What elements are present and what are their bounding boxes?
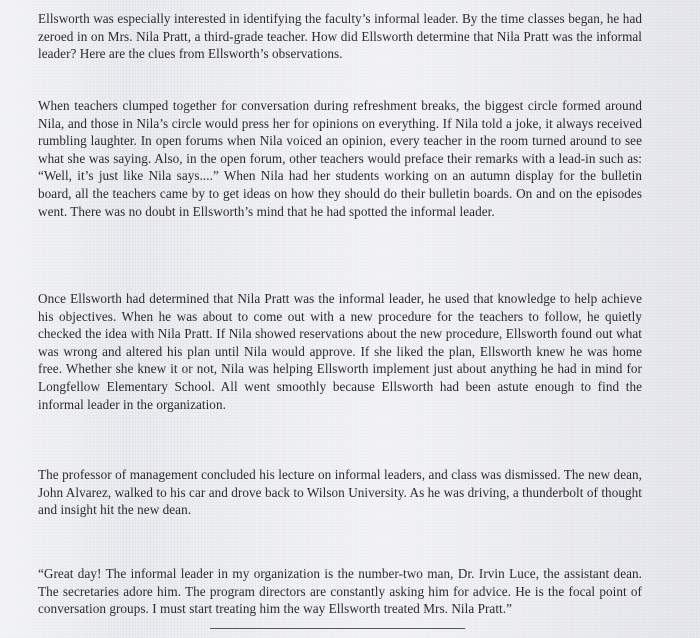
paragraph-observation-clues: When teachers clumped together for conversation during refreshment breaks, the biggest circle formed around Nila, and those in Nila’s circle would press her for opinions on everything. If Nila told a joke, it always received rumbling laughter. In open forums when Nila voiced an opinion, every teacher in the room turned around to see what she was saying. Also, in the open forum, other teachers would preface their remarks with a lead-in such as: “Well, it’s just like Nila says....” When Nila had her students working on an autumn display for the bulletin board, all the teachers came by to get ideas on how they should do their bulletin boards. On and on the episodes went. There was no doubt in Ellsworth’s mind that he had spotted the informal leader. (38, 98, 642, 219)
paragraph-faculty-informal-leader: Ellsworth was especially interested in identifying the faculty’s informal leader. By the time classes began, he had zeroed in on Mrs. Nila Pratt, a third-grade teacher. How did Ellsworth determine that Nila Pratt was the informal leader? Here are the clues from Ellsworth’s observations. (38, 11, 642, 62)
paragraph-lecture-conclusion: The professor of management concluded his lecture on informal leaders, and class was dismissed. The new dean, John Alvarez, walked to his car and drove back to Wilson University. As he was driving, a thunderbolt of thought and insight hit the new dean. (38, 467, 642, 518)
paragraph-using-informal-leader: Once Ellsworth had determined that Nila Pratt was the informal leader, he used that knowledge to help achieve his objectives. When he was about to come out with a new procedure for the teachers to follow, he quietly checked the idea with Nila Pratt. If Nila showed reservations about the new procedure, Ellsworth found out what was wrong and altered his plan until Nila would approve. If she liked the plan, Ellsworth knew he was home free. Whether she knew it or not, Nila was helping Ellsworth implement just about anything he had in mind for Longfellow Elementary School. All went smoothly because Ellsworth had been astute enough to find the informal leader in the organization. (38, 291, 642, 412)
bottom-divider (210, 628, 465, 629)
paragraph-dean-quote: “Great day! The informal leader in my organization is the number-two man, Dr. Irvin Luce, the assistant dean. The secretaries adore him. The program directors are constantly asking him for advice. He is the focal point of conversation groups. I must start treating him the way Ellsworth treated Mrs. Nila Pratt.” (38, 566, 642, 617)
